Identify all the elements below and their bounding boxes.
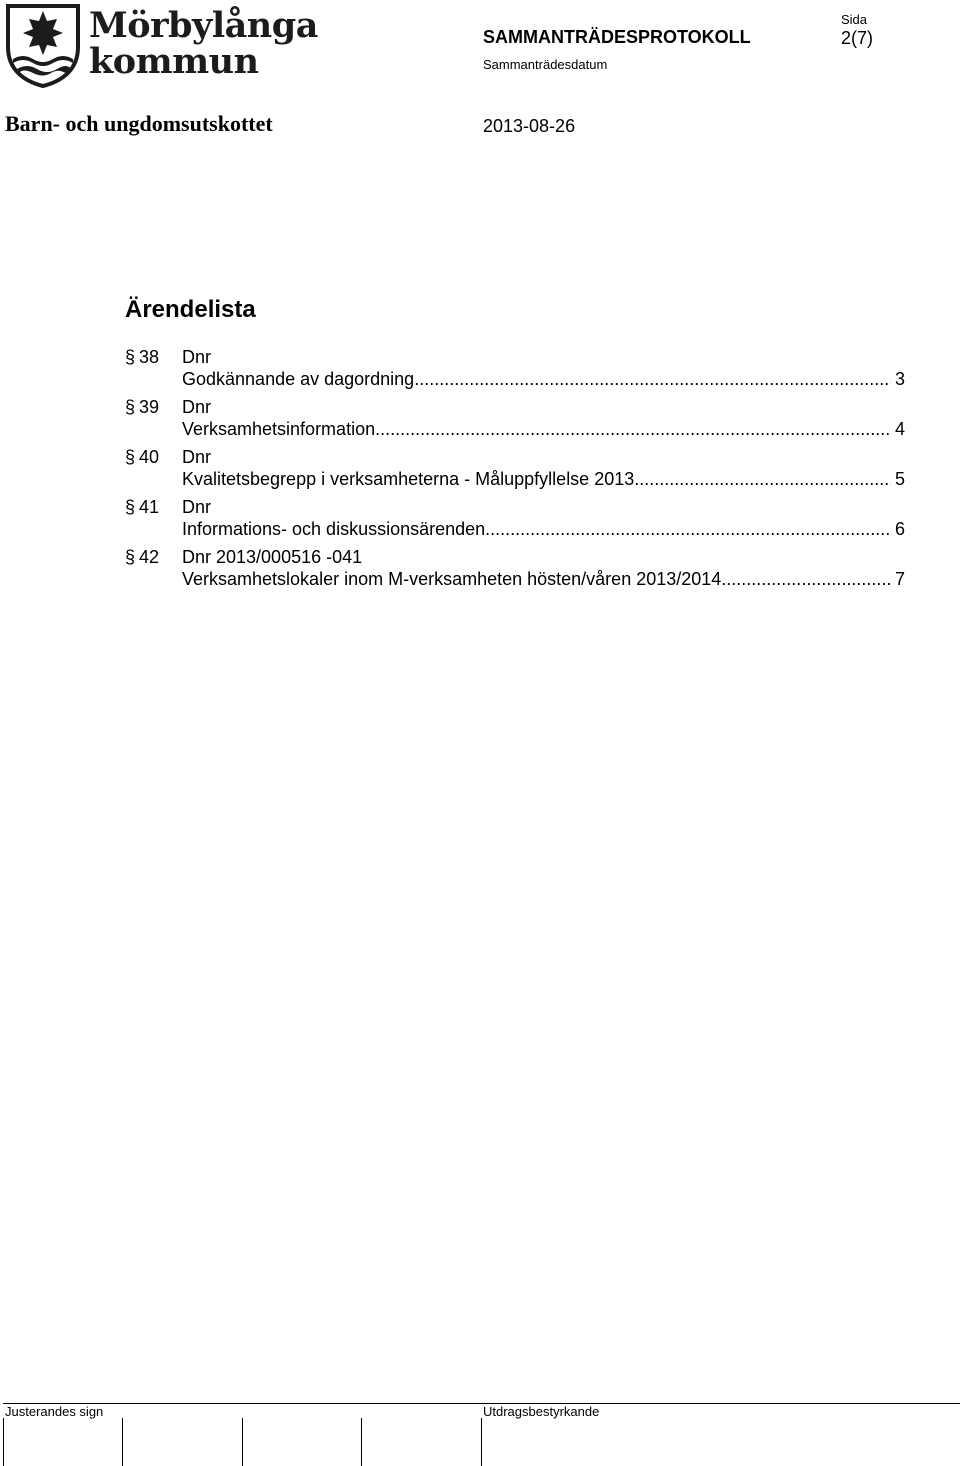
extract-certification-label: Utdragsbestyrkande [483, 1404, 600, 1419]
signature-box-divider [242, 1418, 243, 1466]
item-title: Informations- och diskussionsärenden [182, 519, 486, 539]
dot-leader [721, 568, 891, 591]
item-page: 6 [894, 519, 905, 539]
item-page: 4 [894, 419, 905, 439]
dot-leader [414, 368, 891, 391]
item-number: 41 [139, 497, 160, 517]
dot-leader [634, 468, 891, 491]
item-title: Verksamhetslokaler inom M-verksamheten hösten/våren 2013/2014 [182, 569, 722, 589]
item-number: 40 [139, 447, 160, 467]
meeting-date: 2013-08-26 [483, 116, 576, 136]
item-page: 7 [894, 569, 905, 589]
list-item[interactable] [125, 396, 905, 446]
item-page: 5 [894, 469, 905, 489]
document-type: SAMMANTRÄDESPROTOKOLL [483, 27, 751, 47]
item-page: 3 [894, 369, 905, 389]
section-symbol: § [125, 547, 136, 567]
logo-name-line1: Mörbylånga [89, 5, 318, 46]
coat-of-arms-icon [5, 3, 81, 88]
list-item[interactable] [125, 496, 905, 546]
section-symbol: § [125, 447, 136, 467]
section-symbol: § [125, 347, 136, 367]
section-symbol: § [125, 397, 136, 417]
page-label: Sida [841, 12, 868, 27]
list-item[interactable] [125, 546, 905, 596]
signature-box-divider [361, 1418, 362, 1466]
item-number: 42 [139, 547, 160, 567]
logo-name-line2: kommun [89, 41, 259, 82]
item-title: Verksamhetsinformation [182, 419, 376, 439]
dot-leader [485, 518, 891, 541]
agenda-list [125, 346, 905, 596]
list-item[interactable] [125, 446, 905, 496]
signature-label: Justerandes sign [5, 1404, 104, 1419]
committee-name: Barn- och ungdomsutskottet [5, 111, 273, 136]
meeting-date-label: Sammanträdesdatum [483, 57, 608, 72]
signature-box-divider [481, 1418, 482, 1466]
item-title: Kvalitetsbegrepp i verksamheterna - Måluppfyllelse 2013 [182, 469, 635, 489]
item-number: 39 [139, 397, 160, 417]
item-title: Godkännande av dagordning [182, 369, 415, 389]
signature-box-divider [3, 1418, 4, 1466]
page-number: 2(7) [841, 28, 874, 48]
municipality-logo [5, 3, 318, 88]
section-symbol: § [125, 497, 136, 517]
list-item[interactable] [125, 346, 905, 396]
item-dnr: Dnr [182, 347, 212, 367]
item-dnr: Dnr [182, 447, 212, 467]
footer-divider [3, 1403, 960, 1404]
item-dnr: Dnr 2013/000516 -041 [182, 547, 363, 567]
dot-leader [375, 418, 891, 441]
item-dnr: Dnr [182, 397, 212, 417]
signature-box-divider [122, 1418, 123, 1466]
item-number: 38 [139, 347, 160, 367]
page-title: Ärendelista [125, 296, 256, 323]
item-dnr: Dnr [182, 497, 212, 517]
